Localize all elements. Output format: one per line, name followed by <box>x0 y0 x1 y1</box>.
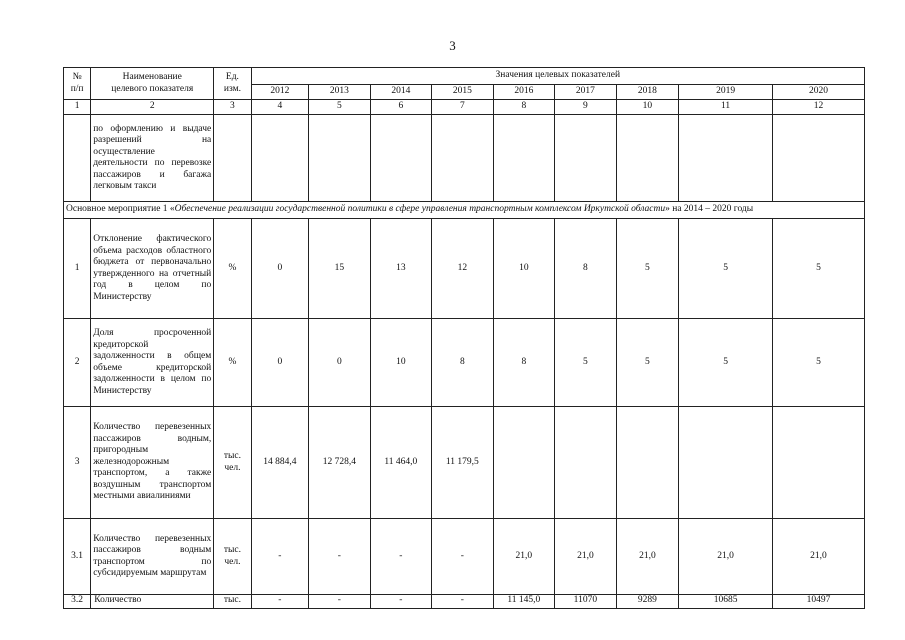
column-number: 5 <box>309 100 371 115</box>
value-cell: 21,0 <box>493 519 555 595</box>
value-cell: - <box>432 595 494 609</box>
value-cell: 5 <box>616 219 679 319</box>
value-cell: - <box>370 519 432 595</box>
row-number: 2 <box>64 319 91 407</box>
value-cell: 21,0 <box>616 519 679 595</box>
year-header: 2020 <box>772 85 864 100</box>
column-number: 10 <box>616 100 679 115</box>
table-row <box>64 519 865 595</box>
value-cell: - <box>432 519 494 595</box>
section-row <box>64 202 865 219</box>
table-row <box>64 407 865 519</box>
header-name: Наименование целевого показателя <box>91 68 214 100</box>
table-row <box>64 595 865 609</box>
indicator-name: Отклонение фактического объема расходов областного бюджета от первоначально утвержденного на отчетный год в целом по Министерству <box>91 219 214 319</box>
section-title: Основное мероприятие 1 «Обеспечение реализации государственной политики в сфере управления транспортным комплексом Иркутской области» на 2014 – 2020 годы <box>64 202 865 219</box>
column-number: 8 <box>493 100 555 115</box>
value-cell: 8 <box>555 219 617 319</box>
year-header: 2012 <box>251 85 308 100</box>
value-cell: 10497 <box>772 595 864 609</box>
column-number: 12 <box>772 100 864 115</box>
value-cell: 8 <box>432 319 494 407</box>
header-unit: Ед. изм. <box>214 68 251 100</box>
value-cell: 5 <box>679 319 773 407</box>
column-number: 4 <box>251 100 308 115</box>
value-cell: 0 <box>309 319 371 407</box>
row-number: 1 <box>64 219 91 319</box>
column-number: 2 <box>91 100 214 115</box>
row-number: 3 <box>64 407 91 519</box>
value-cell: - <box>309 595 371 609</box>
value-cell: 12 728,4 <box>309 407 371 519</box>
column-number: 11 <box>679 100 773 115</box>
value-cell: 10 <box>493 219 555 319</box>
unit-cell: тыс. чел. <box>214 519 251 595</box>
value-cell: 13 <box>370 219 432 319</box>
row-number: 3.1 <box>64 519 91 595</box>
value-cell: - <box>251 519 308 595</box>
indicator-name: по оформлению и выдаче разрешений на осуществление деятельности по перевозке пассажиров и багажа легковым такси <box>91 115 214 202</box>
value-cell: 10 <box>370 319 432 407</box>
year-header: 2015 <box>432 85 494 100</box>
column-number: 6 <box>370 100 432 115</box>
value-cell: 15 <box>309 219 371 319</box>
year-header: 2014 <box>370 85 432 100</box>
value-cell: 0 <box>251 319 308 407</box>
indicators-table <box>63 67 865 609</box>
value-cell: 5 <box>679 219 773 319</box>
column-number: 9 <box>555 100 617 115</box>
value-cell <box>772 407 864 519</box>
page-number: 3 <box>449 38 456 53</box>
value-cell: 14 884,4 <box>251 407 308 519</box>
value-cell: 21,0 <box>555 519 617 595</box>
indicator-name: Количество перевезенных пассажиров водным, пригородным железнодорожным транспортом, а также воздушным транспортом местными авиалиниями <box>91 407 214 519</box>
header-num: № п/п <box>64 68 91 100</box>
value-cell: 11070 <box>555 595 617 609</box>
indicator-name: Доля просроченной кредиторской задолженности в общем объеме кредиторской задолженности в целом по Министерству <box>91 319 214 407</box>
value-cell: - <box>309 519 371 595</box>
unit-cell: тыс. чел. <box>214 407 251 519</box>
column-number: 1 <box>64 100 91 115</box>
value-cell: 5 <box>555 319 617 407</box>
year-header: 2019 <box>679 85 773 100</box>
value-cell <box>555 407 617 519</box>
column-number: 7 <box>432 100 494 115</box>
unit-cell: % <box>214 319 251 407</box>
indicator-rows <box>64 219 865 609</box>
continuation-row <box>64 115 865 202</box>
unit-cell: тыс. <box>214 595 251 609</box>
value-cell: 0 <box>251 219 308 319</box>
year-header: 2018 <box>616 85 679 100</box>
year-header: 2016 <box>493 85 555 100</box>
value-cell: 8 <box>493 319 555 407</box>
table-row <box>64 219 865 319</box>
value-cell: 9289 <box>616 595 679 609</box>
year-header: 2017 <box>555 85 617 100</box>
value-cell: 21,0 <box>679 519 773 595</box>
value-cell: - <box>370 595 432 609</box>
value-cell: 21,0 <box>772 519 864 595</box>
value-cell <box>616 407 679 519</box>
value-cell: 5 <box>772 319 864 407</box>
value-cell <box>493 407 555 519</box>
header-values-title: Значения целевых показателей <box>251 68 864 85</box>
indicator-name: Количество <box>91 595 214 609</box>
table-row <box>64 319 865 407</box>
indicator-name: Количество перевезенных пассажиров водным транспортом по субсидируемым маршрутам <box>91 519 214 595</box>
value-cell: 11 145,0 <box>493 595 555 609</box>
value-cell: 12 <box>432 219 494 319</box>
value-cell: 11 464,0 <box>370 407 432 519</box>
row-number: 3.2 <box>64 595 91 609</box>
unit-cell: % <box>214 219 251 319</box>
value-cell: 11 179,5 <box>432 407 494 519</box>
value-cell: - <box>251 595 308 609</box>
value-cell: 10685 <box>679 595 773 609</box>
column-number: 3 <box>214 100 251 115</box>
value-cell <box>679 407 773 519</box>
value-cell: 5 <box>616 319 679 407</box>
value-cell: 5 <box>772 219 864 319</box>
year-header: 2013 <box>309 85 371 100</box>
